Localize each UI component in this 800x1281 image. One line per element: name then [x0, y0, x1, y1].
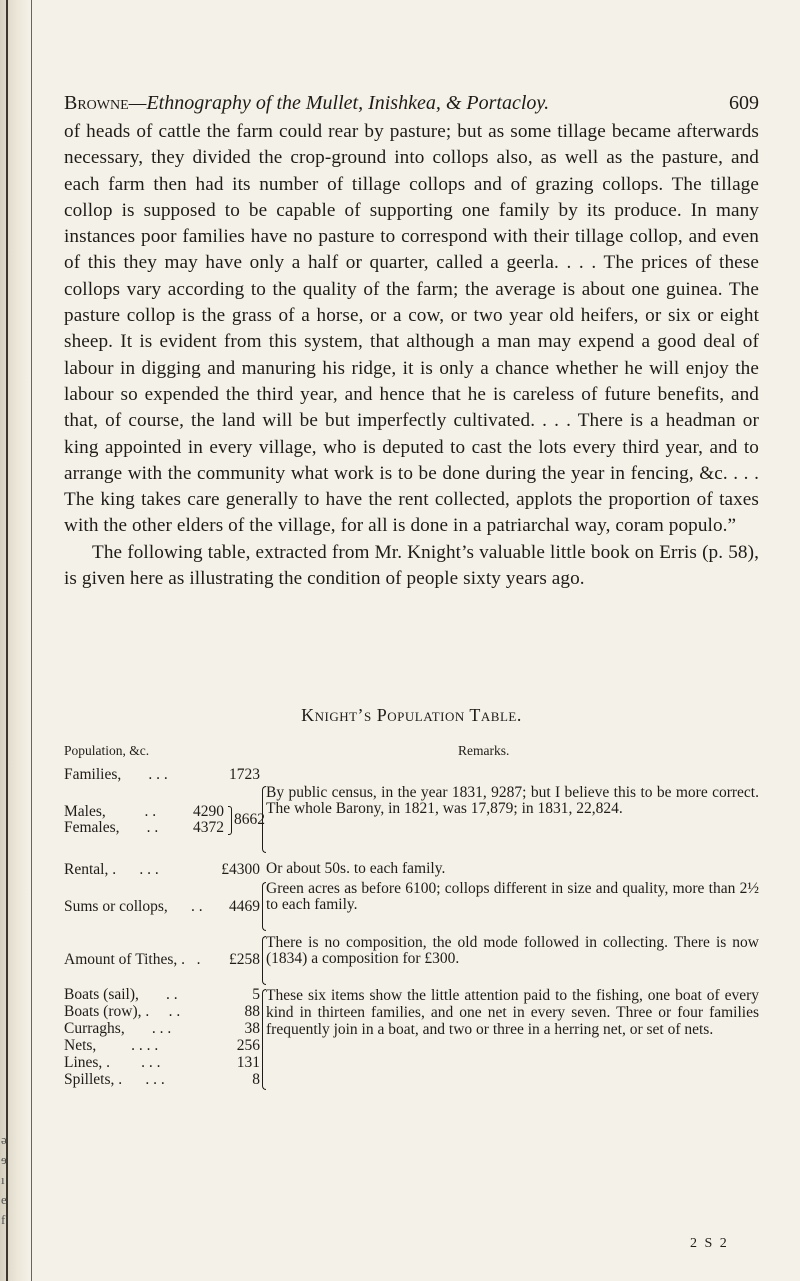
row-label-females: Females, . . — [64, 819, 159, 836]
header-title: —Ethnography of the Mullet, Inishkea, & Portacloy. — [128, 92, 550, 114]
sexes-total: 8662 — [234, 811, 265, 828]
page-number: 609 — [729, 92, 759, 114]
column-head-remarks: Remarks. — [458, 743, 510, 758]
body-text — [64, 119, 759, 592]
row-label-spillets: Spillets, . . . . — [64, 1071, 165, 1088]
row-value-lines: 131 — [236, 1054, 260, 1071]
signature-mark: 2 S 2 — [690, 1236, 729, 1251]
paragraph: The following table, extracted from Mr. Knight’s valuable little book on Erris (p. 58), is given here as illustrating the condition of people sixty years ago. — [64, 541, 759, 590]
remark-fishing: These six items show the little attention paid to the fishing, one boat of every kind in thirteen families, and one net in every seven. Three or four families frequently join in a boat, and two or three in a herring net, or set of nets. — [266, 987, 759, 1038]
margin-chars — [1, 1130, 7, 1230]
row-value-rental: £4300 — [221, 861, 260, 878]
row-value-spillets: 8 — [252, 1071, 260, 1088]
row-label-collops: Sums or collops, . . — [64, 898, 203, 915]
margin-char: e — [1, 1192, 7, 1207]
row-value-boats-row: 88 — [244, 1003, 260, 1020]
gutter-line — [31, 0, 32, 1281]
row-label-tithes: Amount of Tithes, . . — [64, 951, 201, 968]
running-header — [64, 92, 759, 115]
row-value-females: 4372 — [193, 819, 224, 836]
row-label-curraghs: Curraghs, . . . — [64, 1020, 172, 1037]
row-label-families: Families, . . . — [64, 766, 168, 783]
row-value-boats-sail: 5 — [252, 986, 260, 1003]
gutter-line — [6, 0, 8, 1281]
row-label-rental: Rental, . . . . — [64, 861, 159, 878]
remark-collops: Green acres as before 6100; collops different in size and quality, more than 2½ to each family. — [266, 880, 759, 913]
row-label-males: Males, . . — [64, 803, 157, 820]
row-label-lines: Lines, . . . . — [64, 1054, 161, 1071]
row-value-collops: 4469 — [229, 898, 260, 915]
remark-tithes: There is no composition, the old mode followed in collecting. There is now (1834) a composition for £300. — [266, 934, 759, 967]
book-gutter — [0, 0, 30, 1281]
remark-rental: Or about 50s. to each family. — [266, 860, 446, 877]
row-value-nets: 256 — [236, 1037, 260, 1054]
brace-mark — [228, 806, 232, 835]
row-label-nets: Nets, . . . . — [64, 1037, 159, 1054]
margin-char: ǝ — [1, 1132, 7, 1147]
row-value-families: 1723 — [229, 766, 260, 783]
margin-char: ı — [1, 1172, 5, 1187]
row-value-tithes: £258 — [229, 951, 260, 968]
table-title: Knight’s Population Table. — [301, 705, 522, 725]
header-author: Browne — [64, 92, 129, 114]
margin-char: ɘ — [1, 1152, 7, 1167]
row-label-boats-sail: Boats (sail), . . — [64, 986, 178, 1003]
margin-char: f — [1, 1212, 6, 1227]
remark-sexes: By public census, in the year 1831, 9287; but I believe this to be more correct. The whole Barony, in 1821, was 17,879; in 1831, 22,824. — [266, 784, 759, 817]
row-value-curraghs: 38 — [244, 1020, 260, 1037]
column-head-population: Population, &c. — [64, 743, 150, 758]
paragraph: of heads of cattle the farm could rear by pasture; but as some tillage became afterwards necessary, they divided the crop-ground into collops also, as well as the pasture, and each farm then had its number of tillage collops and of grazing collops. The tillage collop is supposed to be capable of supporting one family by its produce. In many instances poor families have no pasture to correspond with their tillage collop, and even of this they may have only a half or quarter, called a geerla. . . . The prices of these collops vary according to the quality of the farm; the average is about one guinea. The pasture collop is the grass of a horse, or a cow, or two year old heifers, or six or eight sheep. It is evident from this system, that although a man may expend a good deal of labour in digging and manuring his ridge, it is only a chance whether he will enjoy the labour so expended the third year, and hence that he is careless of future benefits, and that, of course, the land will be but imperfectly cultivated. . . . There is a headman or king appointed in every village, who is deputed to cast the lots every third year, and to arrange with the community what work is to be done during the year in fencing, &c. . . . The king takes care generally to have the rent collected, applots the proportion of taxes with the other elders of the village, for all is done in a patriarchal way, coram populo.” — [64, 121, 759, 537]
row-value-males: 4290 — [193, 803, 224, 820]
row-label-boats-row: Boats (row), . . . — [64, 1003, 181, 1020]
